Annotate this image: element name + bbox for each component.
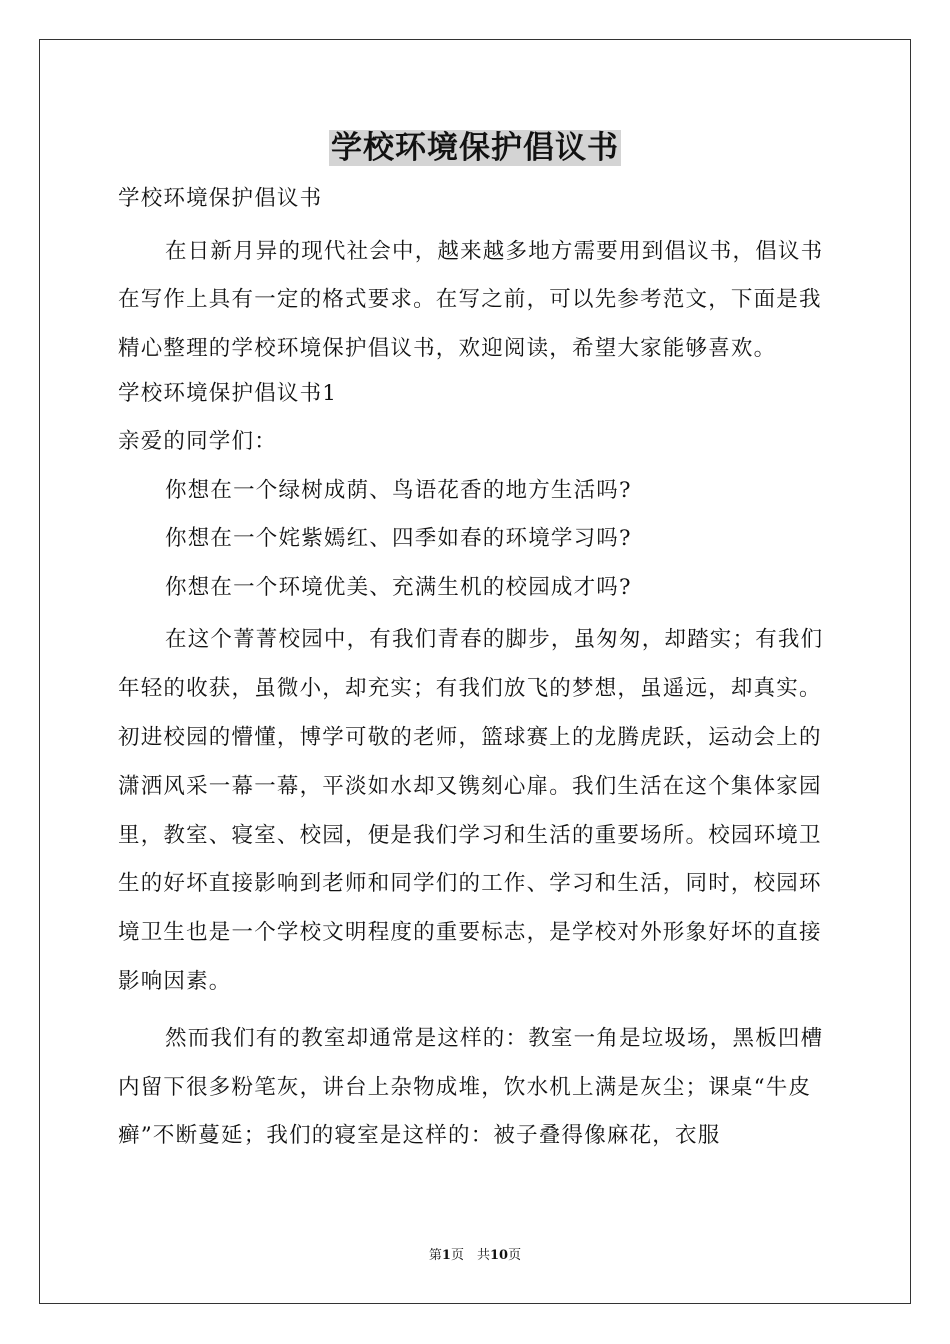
question-1: 你想在一个绿树成荫、鸟语花香的地方生活吗? [165, 477, 632, 503]
body-paragraph-1: 在这个菁菁校园中，有我们青春的脚步，虽匆匆，却踏实；有我们年轻的收获，虽微小，却充实；有我们放飞的梦想，虽遥远，却真实。初进校园的懵懂，博学可敬的老师，篮球赛上的龙腾虎跃，运动会上的潇洒风采一幕一幕，平淡如水却又镌刻心扉。我们生活在这个集体家园里，教室、寝室、校园，便是我们学习和生活的重要场所。校园环境卫生的好坏直接影响到老师和同学们的工作、学习和生活，同时，校园环境卫生也是一个学校文明程度的重要标志，是学校对外形象好坏的直接影响因素。 [118, 627, 824, 994]
section-heading: 学校环境保护倡议书1 [118, 380, 338, 406]
body-paragraph-2: 然而我们有的教室却通常是这样的：教室一角是垃圾场，黑板凹槽内留下很多粉笔灰，讲台上杂物成堆，饮水机上满是灰尘；课桌“牛皮癣”不断蔓延；我们的寝室是这样的：被子叠得像麻花，衣服 [118, 1025, 824, 1149]
salutation: 亲爱的同学们： [118, 429, 277, 455]
footer-current-page: 1 [441, 1248, 451, 1263]
intro-paragraph: 在日新月异的现代社会中，越来越多地方需要用到倡议书，倡议书在写作上具有一定的格式要求。在写之前，可以先参考范文，下面是我精心整理的学校环境保护倡议书，欢迎阅读，希望大家能够喜欢。 [118, 238, 824, 362]
document-body [118, 179, 838, 1161]
document-title [0, 126, 950, 170]
footer-prefix: 第 [428, 1248, 442, 1263]
document-subtitle: 学校环境保护倡议书 [118, 186, 323, 211]
page-footer [0, 1246, 950, 1266]
question-2: 你想在一个姹紫嫣红、四季如春的环境学习吗? [165, 526, 632, 552]
document-title-text: 学校环境保护倡议书 [331, 130, 619, 166]
footer-suffix: 页 [508, 1248, 522, 1263]
question-3: 你想在一个环境优美、充满生机的校园成才吗? [165, 574, 632, 600]
footer-total-pages: 10 [489, 1248, 509, 1263]
footer-mid: 页 共 [450, 1248, 490, 1263]
